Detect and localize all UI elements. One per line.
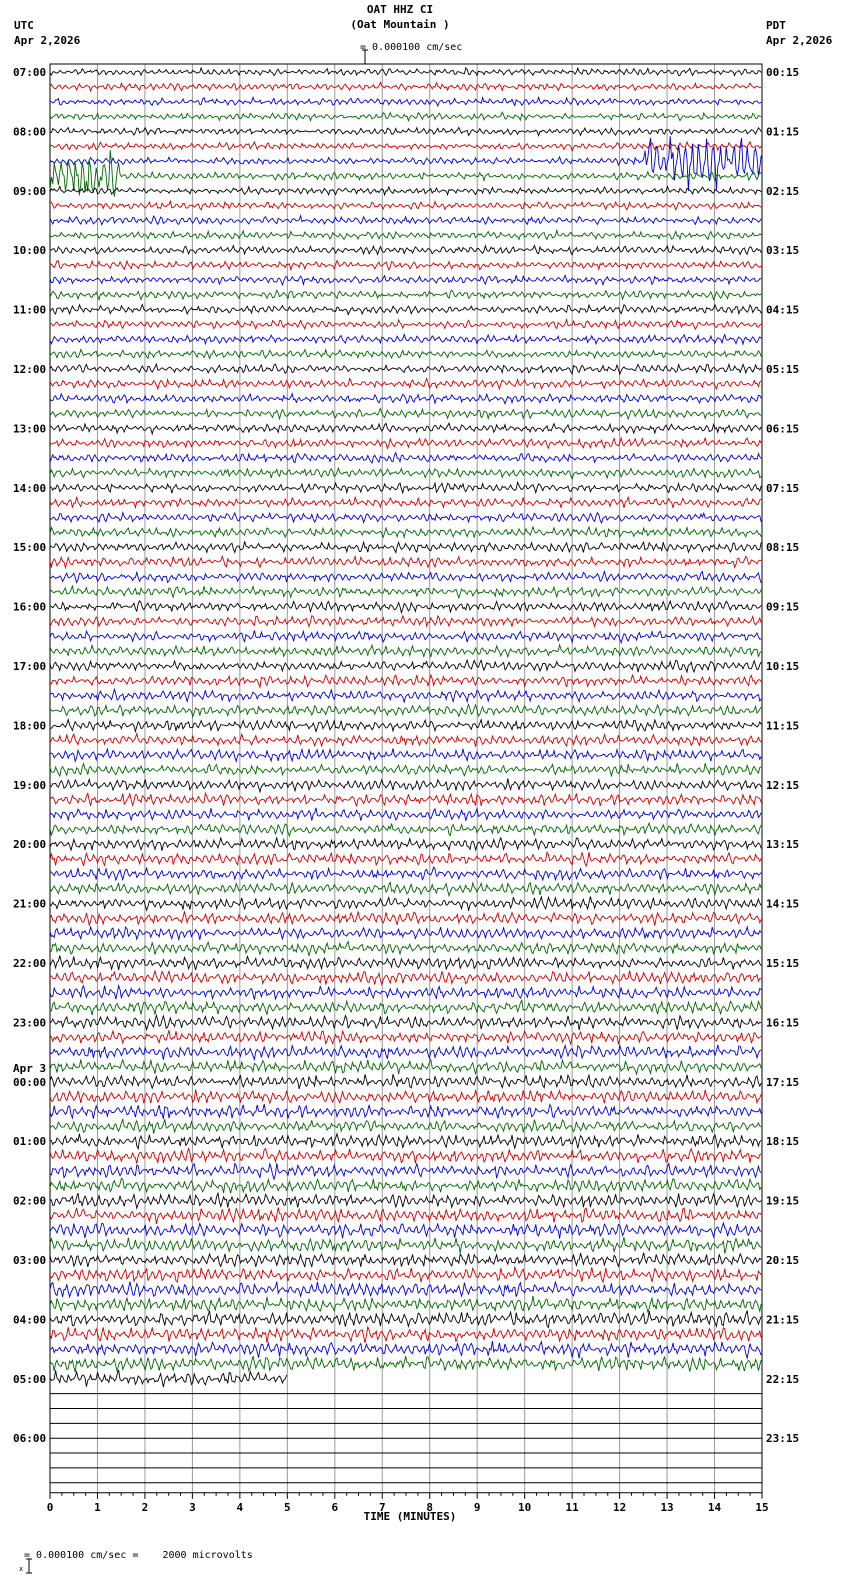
seismic-trace xyxy=(50,1311,761,1328)
seismic-trace xyxy=(50,956,761,970)
seismic-trace xyxy=(50,1253,761,1267)
seismic-trace xyxy=(50,882,761,895)
seismic-trace xyxy=(50,350,761,359)
seismic-trace xyxy=(50,1163,761,1179)
seismic-trace xyxy=(50,1356,761,1372)
pdt-hour-label: 17:15 xyxy=(766,1075,800,1089)
scale-text: = 0.000100 cm/sec xyxy=(360,42,463,53)
seismic-trace xyxy=(50,645,761,657)
x-tick-label: 3 xyxy=(189,1500,196,1514)
seismic-trace xyxy=(50,453,761,463)
pdt-hour-label: 03:15 xyxy=(766,244,800,258)
x-tick-label: 7 xyxy=(378,1500,386,1514)
pdt-hour-label: 13:15 xyxy=(766,838,800,852)
utc-hour-label: 17:00 xyxy=(13,660,47,673)
x-tick-label: 10 xyxy=(518,1500,532,1514)
seismic-trace xyxy=(50,1045,761,1060)
seismic-trace xyxy=(50,497,761,508)
x-tick-label: 11 xyxy=(565,1500,579,1514)
seismic-trace xyxy=(50,1223,761,1239)
pdt-hour-label: 09:15 xyxy=(766,600,800,614)
seismic-trace xyxy=(50,660,761,672)
seismic-trace xyxy=(50,601,761,613)
utc-hour-label: 21:00 xyxy=(13,897,47,911)
seismic-trace xyxy=(50,1327,761,1343)
seismic-trace xyxy=(50,335,761,345)
utc-hour-label: 18:00 xyxy=(13,719,47,733)
seismic-trace xyxy=(50,468,761,479)
utc-hour-label: 10:00 xyxy=(13,244,47,258)
pdt-hour-label: 08:15 xyxy=(766,541,800,555)
pdt-date-label: Apr 2,2026 xyxy=(766,34,833,47)
pdt-hour-label: 11:15 xyxy=(766,719,800,733)
seismic-trace xyxy=(50,616,761,627)
x-tick-label: 12 xyxy=(612,1500,627,1514)
x-tick-label: 4 xyxy=(236,1500,244,1514)
x-tick-label: 5 xyxy=(284,1500,291,1514)
utc-hour-label: 00:00 xyxy=(13,1075,47,1089)
pdt-hour-label: 02:15 xyxy=(766,184,800,198)
seismic-trace xyxy=(50,1193,761,1208)
pdt-hour-label: 12:15 xyxy=(766,778,800,792)
day-change-label: Apr 3 xyxy=(13,1061,47,1075)
seismic-trace xyxy=(50,127,761,135)
seismic-trace xyxy=(50,867,761,880)
seismic-trace xyxy=(50,290,761,300)
pdt-hour-label: 05:15 xyxy=(766,363,800,376)
pdt-hour-label: 16:15 xyxy=(766,1016,800,1030)
seismic-trace xyxy=(50,1267,761,1282)
seismic-trace xyxy=(50,1370,287,1387)
station-title: OAT HHZ CI xyxy=(366,3,434,16)
utc-hour-label: 14:00 xyxy=(13,481,47,495)
seismic-trace xyxy=(50,1178,761,1193)
utc-hour-label: 06:00 xyxy=(13,1432,47,1446)
seismic-trace xyxy=(50,261,761,270)
seismic-trace xyxy=(50,793,761,806)
pdt-zone-label: PDT xyxy=(766,19,786,32)
seismic-trace xyxy=(50,97,761,106)
seismic-trace xyxy=(50,136,761,191)
pdt-hour-label: 23:15 xyxy=(766,1432,800,1446)
seismic-trace xyxy=(50,720,761,732)
utc-date-label: Apr 2,2026 xyxy=(14,34,81,47)
seismic-trace xyxy=(50,912,761,926)
seismic-trace xyxy=(50,320,761,330)
seismic-trace xyxy=(50,630,761,642)
seismic-trace xyxy=(50,572,761,584)
seismic-trace xyxy=(50,971,761,985)
seismic-trace xyxy=(50,1059,761,1074)
seismic-trace xyxy=(50,246,761,255)
seismic-trace xyxy=(50,1341,761,1358)
seismic-trace xyxy=(50,1119,761,1133)
seismic-trace xyxy=(50,1030,761,1044)
utc-zone-label: UTC xyxy=(14,19,34,32)
pdt-hour-label: 21:15 xyxy=(766,1313,800,1327)
seismic-trace xyxy=(50,823,761,836)
utc-hour-label: 02:00 xyxy=(13,1194,47,1208)
x-tick-label: 13 xyxy=(660,1500,674,1514)
seismic-trace xyxy=(50,230,761,239)
utc-hour-label: 16:00 xyxy=(13,600,47,614)
pdt-hour-label: 18:15 xyxy=(766,1135,800,1149)
seismic-trace xyxy=(50,438,761,449)
seismic-trace xyxy=(50,778,761,792)
svg-text:x: x xyxy=(19,1565,24,1573)
utc-hour-label: 07:00 xyxy=(13,66,47,79)
utc-hour-label: 23:00 xyxy=(13,1016,47,1030)
pdt-hour-label: 22:15 xyxy=(766,1372,800,1386)
pdt-hour-label: 07:15 xyxy=(766,481,800,495)
footer-scale-text: = 0.000100 cm/sec = 2000 microvolts xyxy=(24,1550,253,1561)
seismic-trace xyxy=(50,689,761,702)
utc-hour-label: 09:00 xyxy=(13,184,47,198)
seismic-trace xyxy=(50,482,761,493)
seismic-trace xyxy=(50,897,761,911)
seismic-trace xyxy=(50,749,761,762)
pdt-hour-label: 00:15 xyxy=(766,66,800,79)
seismic-trace xyxy=(50,763,761,776)
seismic-trace xyxy=(50,675,761,687)
x-tick-label: 1 xyxy=(94,1500,101,1514)
seismic-trace xyxy=(50,838,761,851)
seismic-trace xyxy=(50,275,761,285)
seismic-trace xyxy=(50,68,761,76)
seismic-trace xyxy=(50,394,761,404)
seismic-trace xyxy=(50,527,761,538)
seismic-trace xyxy=(50,1149,761,1164)
x-tick-label: 8 xyxy=(426,1500,434,1514)
pdt-hour-label: 10:15 xyxy=(766,660,800,673)
seismic-trace xyxy=(50,1296,761,1312)
seismic-trace xyxy=(50,142,761,151)
seismic-trace xyxy=(50,186,761,195)
x-tick-label: 14 xyxy=(707,1500,722,1514)
seismic-trace xyxy=(50,556,761,567)
seismic-trace xyxy=(50,541,761,552)
seismic-trace xyxy=(50,82,761,91)
seismic-trace xyxy=(50,1074,761,1089)
utc-hour-label: 01:00 xyxy=(13,1135,47,1149)
seismic-trace xyxy=(50,852,761,866)
station-location: (Oat Mountain ) xyxy=(350,18,450,31)
seismic-trace xyxy=(50,586,761,598)
seismic-trace xyxy=(50,112,761,121)
utc-hour-label: 08:00 xyxy=(13,125,47,139)
x-axis-title: TIME (MINUTES) xyxy=(363,1510,457,1523)
x-tick-label: 2 xyxy=(141,1500,149,1514)
seismic-trace xyxy=(50,513,761,523)
utc-hour-label: 05:00 xyxy=(13,1372,47,1386)
seismic-trace xyxy=(50,986,761,1000)
utc-hour-label: 12:00 xyxy=(13,363,47,376)
seismic-trace xyxy=(50,1208,761,1224)
utc-hour-label: 22:00 xyxy=(13,957,47,970)
x-tick-label: 0 xyxy=(46,1500,54,1514)
utc-hour-label: 04:00 xyxy=(13,1313,47,1327)
seismic-trace xyxy=(50,942,761,956)
x-tick-label: 6 xyxy=(331,1500,339,1514)
pdt-hour-label: 15:15 xyxy=(766,957,800,970)
pdt-hour-label: 04:15 xyxy=(766,303,800,317)
seismic-trace xyxy=(50,423,761,434)
plot-frame xyxy=(50,64,762,1493)
pdt-hour-label: 01:15 xyxy=(766,125,800,139)
seismic-trace xyxy=(50,808,761,821)
seismic-trace xyxy=(50,409,761,419)
seismic-trace xyxy=(50,927,761,940)
seismic-trace xyxy=(50,1000,761,1015)
seismic-trace xyxy=(50,705,761,717)
footer-scale-icon xyxy=(6,1546,24,1573)
utc-hour-label: 03:00 xyxy=(13,1254,47,1267)
x-tick-label: 9 xyxy=(473,1500,481,1514)
pdt-hour-label: 20:15 xyxy=(766,1254,800,1267)
seismic-trace xyxy=(50,201,761,210)
utc-hour-label: 20:00 xyxy=(13,838,47,852)
seismic-trace xyxy=(50,1015,761,1030)
seismic-trace xyxy=(50,379,761,389)
seismic-trace xyxy=(50,1134,761,1149)
seismic-trace xyxy=(50,305,761,315)
pdt-hour-label: 14:15 xyxy=(766,897,800,911)
pdt-hour-label: 06:15 xyxy=(766,422,800,436)
seismic-trace xyxy=(50,1090,761,1104)
x-tick-label: 15 xyxy=(755,1500,769,1514)
seismic-trace xyxy=(50,1104,761,1119)
utc-hour-label: 13:00 xyxy=(13,422,47,436)
utc-hour-label: 19:00 xyxy=(13,778,47,792)
seismic-trace xyxy=(50,1282,761,1297)
seismic-trace xyxy=(50,734,761,747)
seismic-trace xyxy=(50,1237,761,1253)
seismic-trace xyxy=(50,364,761,374)
pdt-hour-label: 19:15 xyxy=(766,1194,800,1208)
utc-hour-label: 15:00 xyxy=(13,541,47,555)
seismic-trace xyxy=(50,216,761,225)
utc-hour-label: 11:00 xyxy=(13,303,47,317)
